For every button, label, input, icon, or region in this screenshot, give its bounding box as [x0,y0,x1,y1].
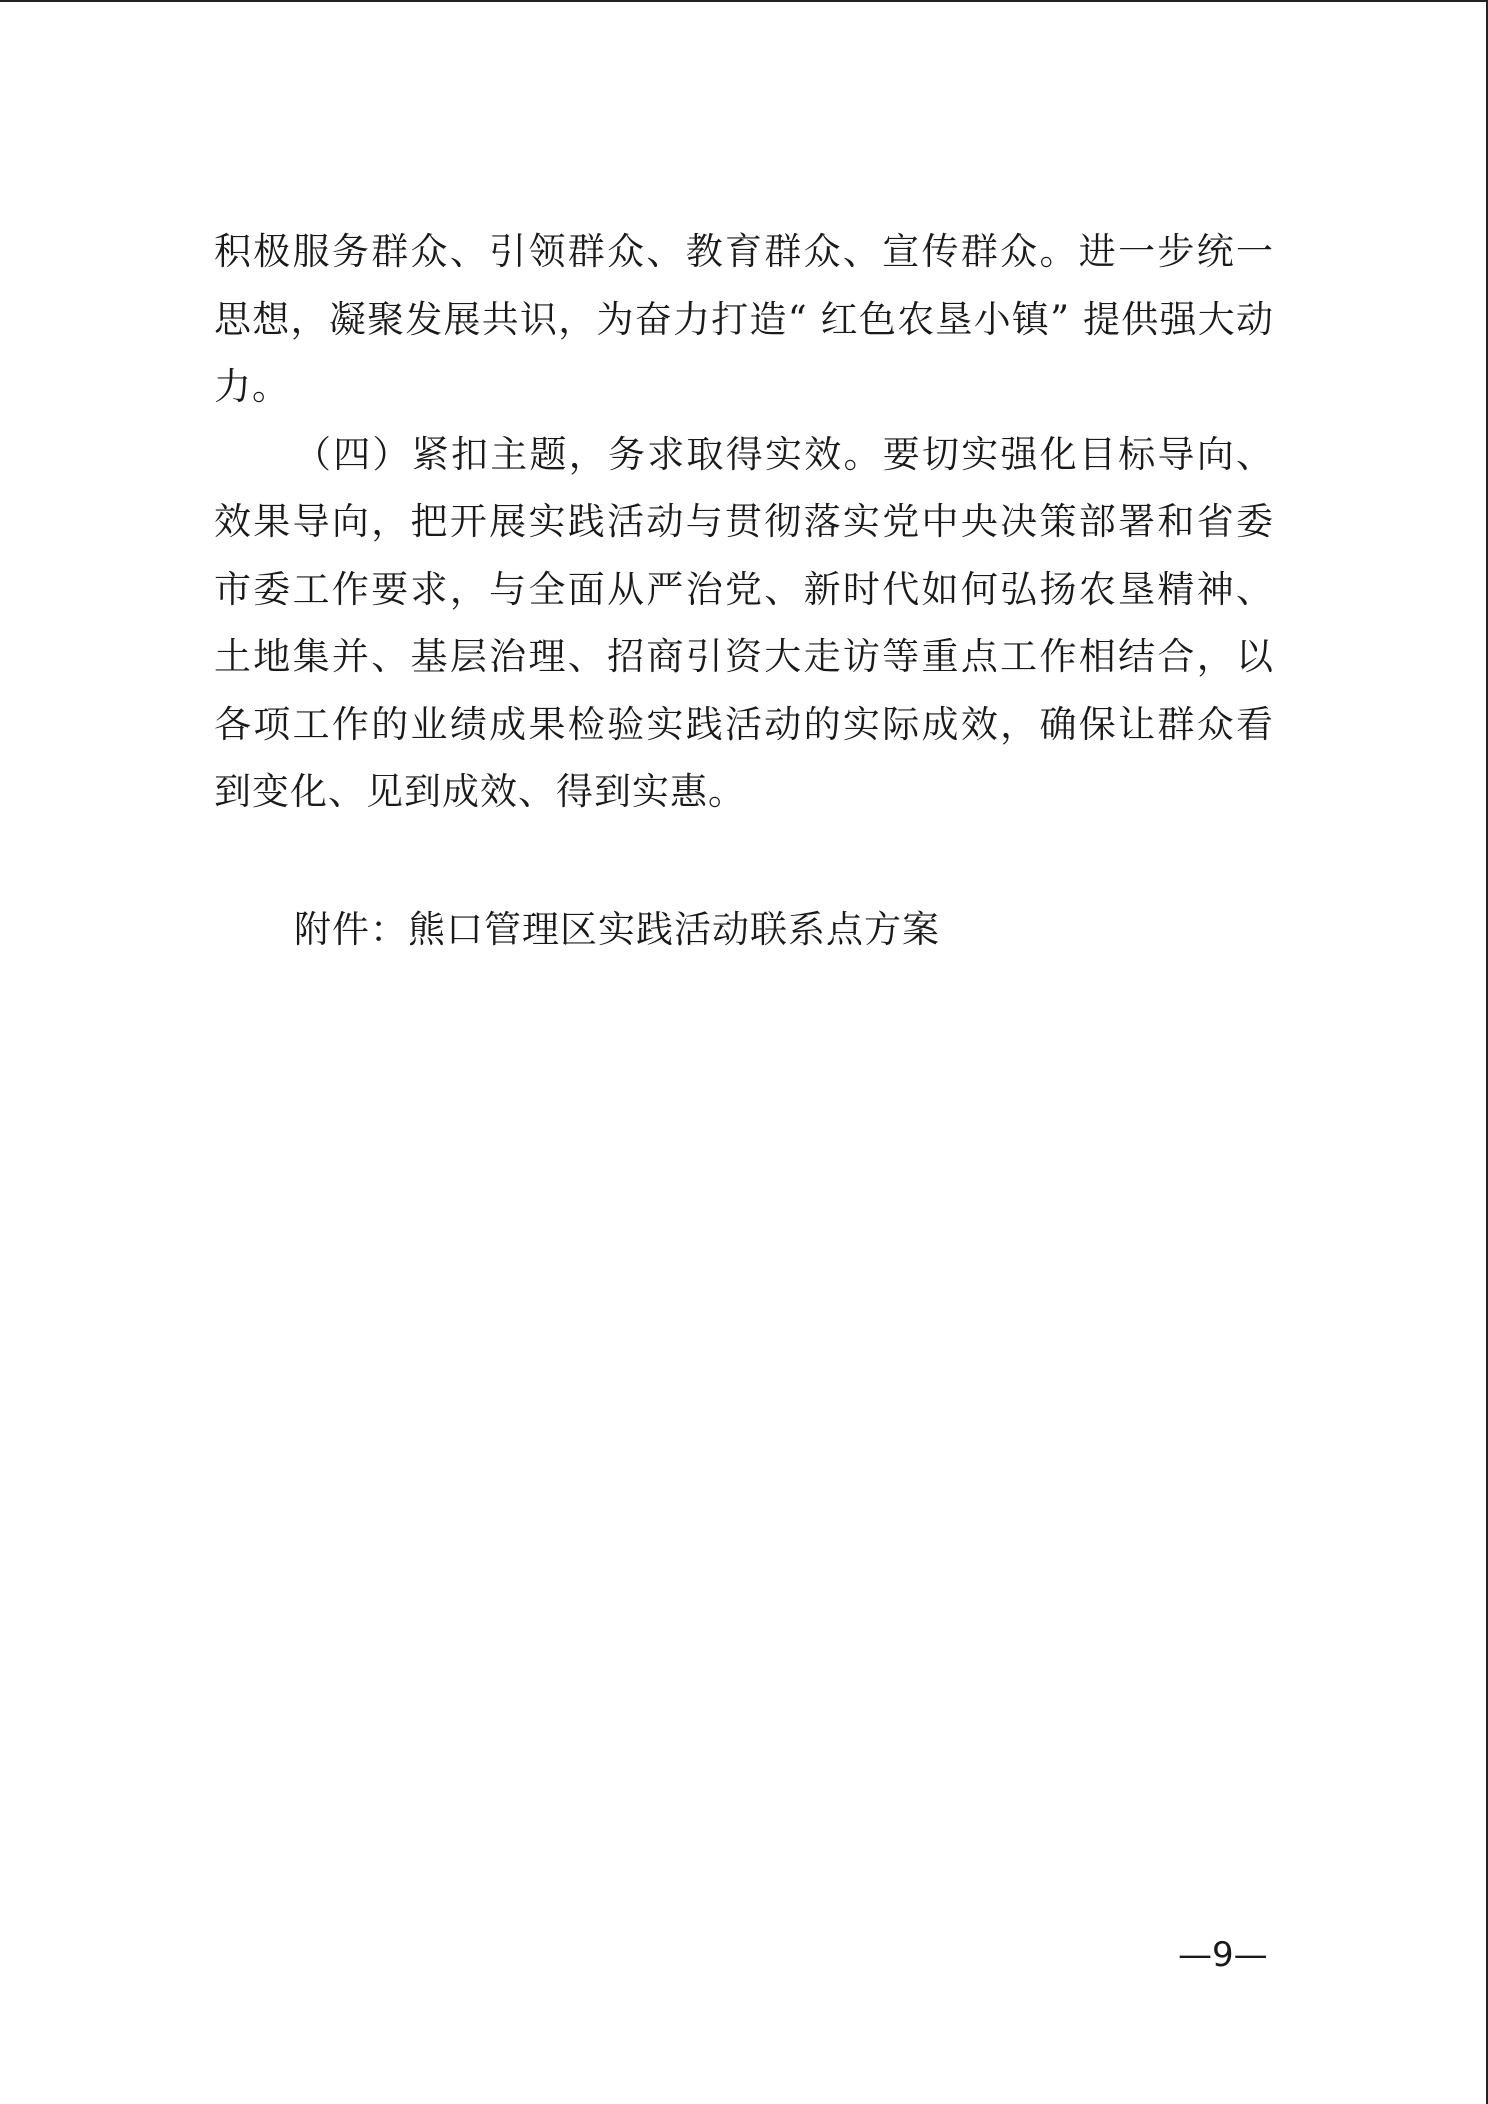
paragraph-continuation: 积极服务群众、引领群众、教育群众、宣传群众。进一步统一思想，凝聚发展共识，为奋力打造“ 红色农垦小镇” 提供强大动力。 [214,230,1274,408]
page-border-top [0,0,1488,2]
page-number: —9— [1178,1935,1268,1975]
paragraph-section-four: （四）紧扣主题，务求取得实效。要切实强化目标导向、效果导向，把开展实践活动与贯彻落实党中央决策部署和省委市委工作要求，与全面从严治党、新时代如何弘扬农垦精神、土地集并、基层治理、招商引资大走访等重点工作相结合，以各项工作的业绩成果检验实践活动的实际成效，确保让群众看到变化、见到成效、得到实惠。 [214,432,1274,813]
attachment-note: 附件：熊口管理区实践活动联系点方案 [294,908,940,951]
document-body [214,218,1274,826]
